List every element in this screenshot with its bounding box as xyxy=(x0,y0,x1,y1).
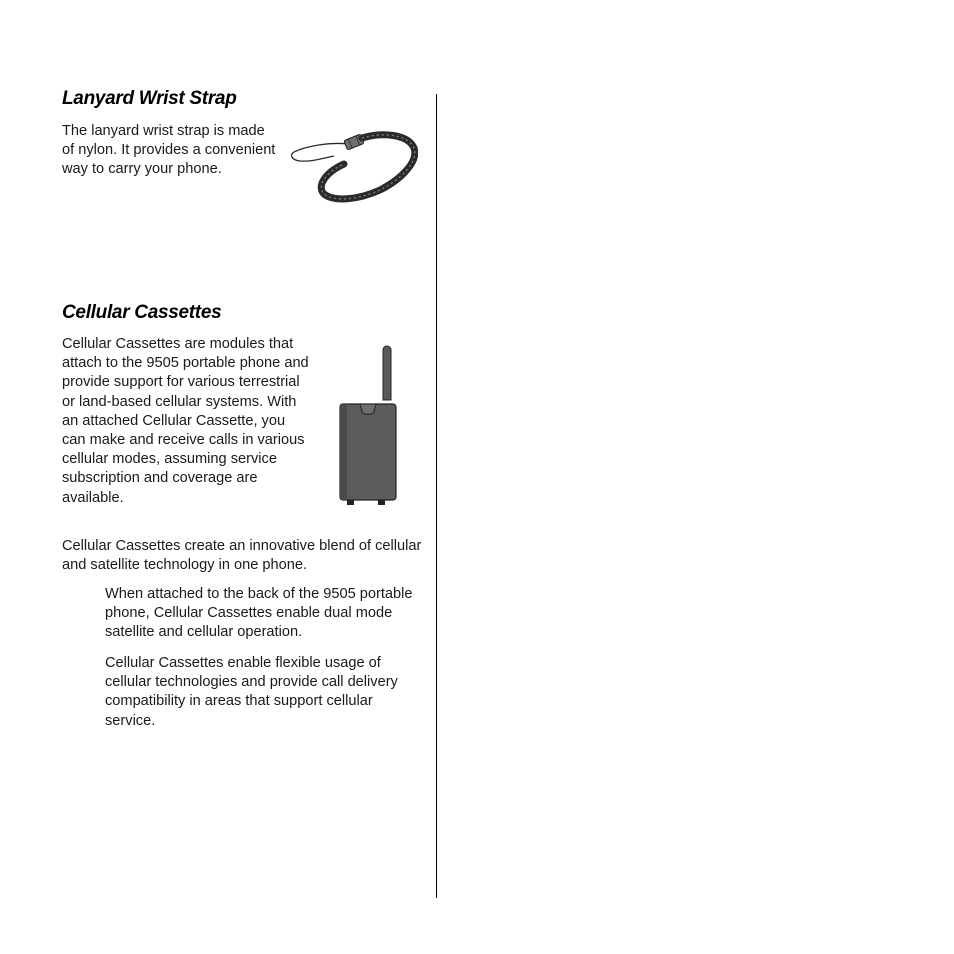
section-heading-lanyard: Lanyard Wrist Strap xyxy=(62,88,237,109)
section-heading-cellular-cassettes: Cellular Cassettes xyxy=(62,302,222,323)
cellular-cassettes-point-2: Cellular Cassettes enable flexible usage of cellular technologies and provide call delivery compatibility in areas that support cellular service. xyxy=(105,655,398,729)
cellular-cassettes-summary: Cellular Cassettes create an innovative blend of cellular and satellite technology in one phone. xyxy=(62,538,422,574)
cellular-cassettes-description: Cellular Cassettes are modules that attach to the 9505 portable phone and provide support for various terrestrial or land-based cellular systems. With an attached Cellular Cassette, you can make and receive calls in various cellular modes, assuming service subscription and coverage are available. xyxy=(62,336,309,506)
column-divider xyxy=(436,94,437,898)
cellular-cassette-illustration xyxy=(338,344,398,506)
lanyard-wrist-strap-illustration xyxy=(290,128,418,204)
lanyard-description: The lanyard wrist strap is made of nylon. It provides a convenient way to carry your phone. xyxy=(62,123,276,178)
cellular-cassettes-point-1: When attached to the back of the 9505 portable phone, Cellular Cassettes enable dual mode satellite and cellular operation. xyxy=(105,586,413,641)
